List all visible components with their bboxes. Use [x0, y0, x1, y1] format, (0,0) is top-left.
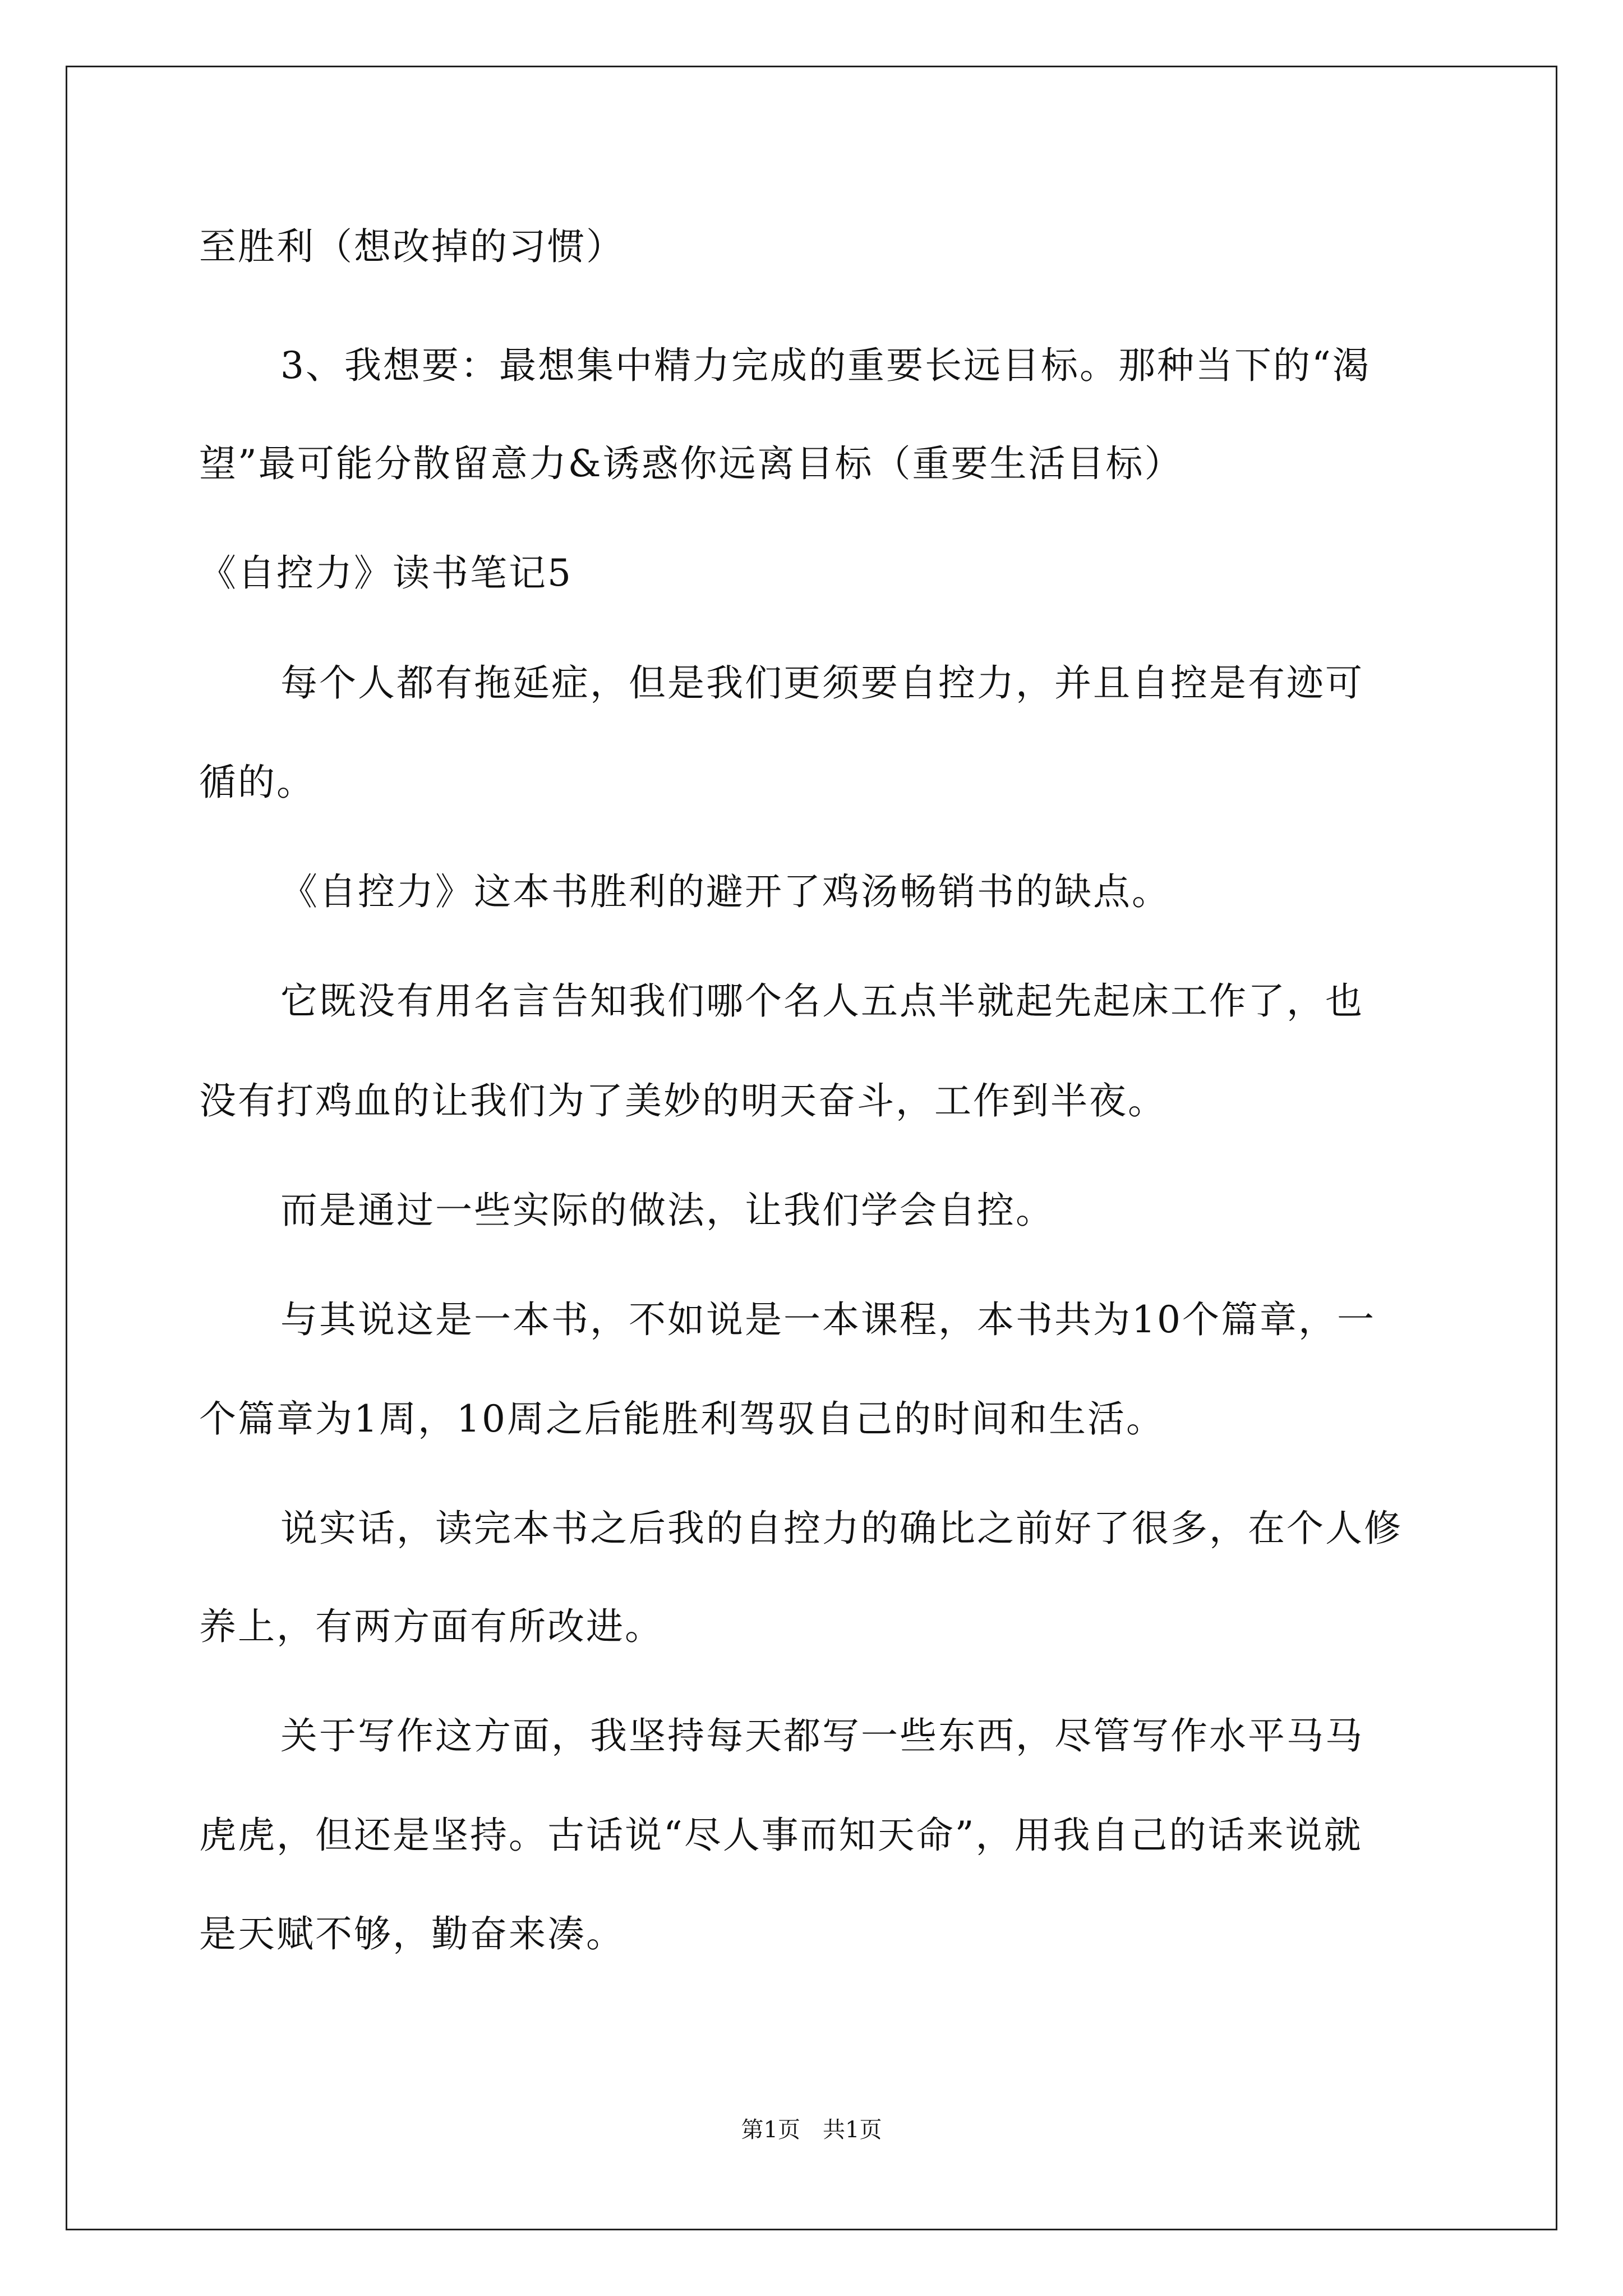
text-line: 说实话，读完本书之后我的自控力的确比之前好了很多，在个人修 [280, 1507, 1403, 1550]
text-line: 个篇章为1周，10周之后能胜利驾驭自己的时间和生活。 [199, 1397, 1165, 1441]
text-line: 望”最可能分散留意力&诱惑你远离目标（重要生活目标） [199, 442, 1183, 485]
text-line: 3、我想要：最想集中精力完成的重要长远目标。那种当下的“渴 [280, 344, 1371, 387]
text-line: 养上，有两方面有所改进。 [199, 1605, 663, 1648]
page-border [66, 66, 1557, 2230]
text-line: 没有打鸡血的让我们为了美妙的明天奋斗，工作到半夜。 [199, 1079, 1166, 1122]
text-line: 至胜利（想改掉的习惯） [199, 225, 625, 268]
text-line: 每个人都有拖延症，但是我们更须要自控力，并且自控是有迹可 [280, 661, 1364, 705]
page-total: 共1页 [823, 2117, 882, 2143]
text-line: 关于写作这方面，我坚持每天都写一些东西，尽管写作水平马马 [280, 1714, 1364, 1757]
text-line: 虎虎，但还是坚持。古话说“尽人事而知天命”，用我自己的话来说就 [199, 1814, 1363, 1857]
text-line: 它既没有用名言告知我们哪个名人五点半就起先起床工作了，也 [280, 979, 1364, 1023]
page-footer [0, 2116, 1623, 2144]
text-line: 循的。 [199, 761, 315, 804]
text-line: 与其说这是一本书，不如说是一本课程，本书共为10个篇章，一 [280, 1298, 1376, 1341]
section-heading: 《自控力》读书笔记5 [199, 551, 573, 595]
text-line: 而是通过一些实际的做法，让我们学会自控。 [280, 1189, 1054, 1232]
text-line: 《自控力》这本书胜利的避开了鸡汤畅销书的缺点。 [280, 870, 1170, 913]
text-line: 是天赋不够，勤奋来凑。 [199, 1912, 625, 1955]
page-number: 第1页 [741, 2117, 800, 2143]
